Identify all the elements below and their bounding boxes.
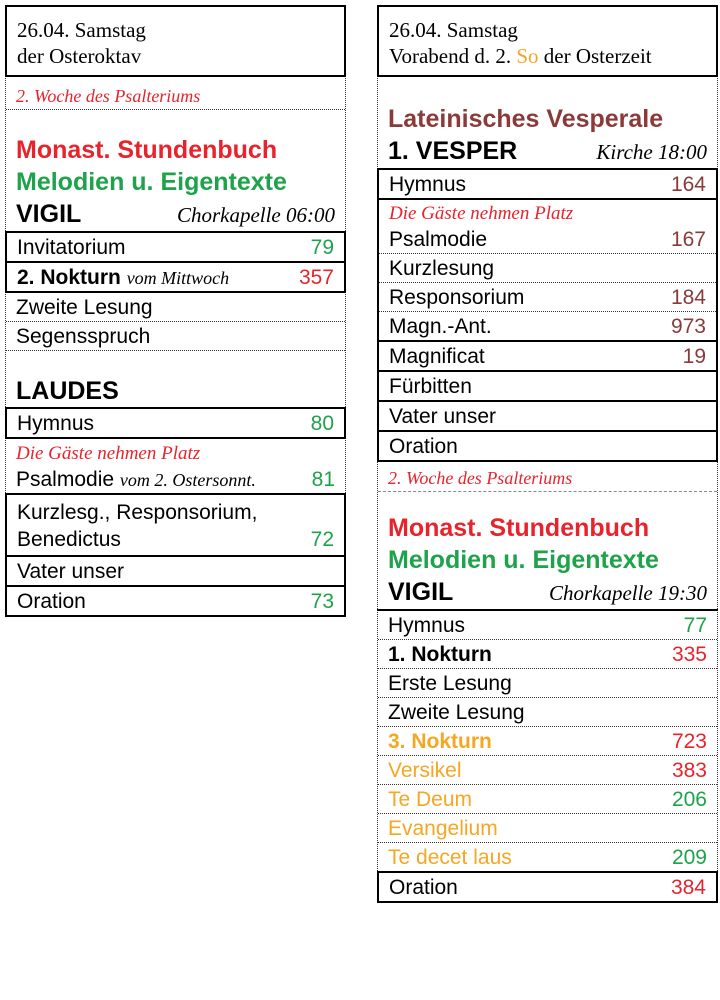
row-page: 81 [311, 468, 335, 491]
right-vesper-row [379, 254, 716, 282]
row-label: Hymnus [388, 614, 466, 637]
left-laudes-heading [6, 375, 345, 407]
row-page: 384 [670, 876, 706, 899]
right-vesper-place: Kirche 18:00 [596, 140, 707, 164]
row-page: 723 [671, 730, 707, 753]
right-vigil-place: Chorkapelle 19:30 [548, 581, 707, 605]
row-page: 209 [671, 846, 707, 869]
right-vesper-hour: 1. VESPER [388, 137, 518, 165]
right-book1: Monast. Stundenbuch [388, 514, 650, 542]
right-vesper-row [379, 432, 716, 460]
right-vigil-row [378, 669, 717, 697]
row-label: Versikel [388, 759, 462, 782]
left-laudes-note: Die Gäste nehmen Platz [16, 443, 201, 464]
row-label: Vater unser [389, 405, 496, 428]
left-vigil-row [6, 322, 345, 350]
right-vigil-row [378, 814, 717, 842]
left-week: 2. Woche des Psalteriums [16, 86, 201, 106]
left-vigil-row [7, 263, 344, 291]
right-date: 26.04. Samstag [389, 18, 518, 42]
row-label: Te decet laus [388, 846, 512, 869]
row-page: 73 [310, 590, 334, 613]
right-vigil-row [378, 843, 717, 871]
row-label: Kurzlesung [389, 257, 495, 280]
right-header [377, 5, 718, 77]
row-page: 357 [298, 266, 334, 289]
left-vigil-place: Chorkapelle 06:00 [176, 203, 335, 227]
row-page: 167 [670, 228, 706, 251]
row-label: Hymnus [389, 173, 467, 196]
right-vesper-heading [378, 135, 717, 168]
right-vigil-oration-box [377, 871, 718, 903]
right-vigil-row [378, 611, 717, 639]
right-column [377, 6, 718, 903]
row-label: Oration [389, 876, 458, 899]
row-label: Segensspruch [16, 325, 151, 348]
left-laudes-row [7, 557, 344, 585]
row-label: Magn.-Ant. [389, 315, 492, 338]
left-header [5, 5, 346, 77]
left-day: der Osteroktav [17, 44, 142, 68]
row-page: 77 [683, 614, 707, 637]
row-page: 335 [671, 643, 707, 666]
right-vesper-row [379, 372, 716, 400]
right-vigil-row [379, 873, 716, 901]
row-page: 206 [671, 788, 707, 811]
right-eve: Vorabend d. 2. So der Osterzeit [389, 44, 652, 68]
row-sub: vom Mittwoch [126, 268, 230, 288]
right-vigil-row [378, 698, 717, 726]
row-label: Oration [17, 590, 86, 613]
row-page: 72 [310, 528, 334, 551]
left-column [5, 6, 346, 617]
kurz-line1: Kurzlesg., Responsorium, [17, 501, 258, 524]
row-label: Psalmodie [16, 468, 115, 491]
row-page: 184 [670, 286, 706, 309]
left-laudes-box [5, 493, 346, 617]
left-date: 26.04. Samstag [17, 18, 146, 42]
right-vesper-row [379, 342, 716, 370]
row-label: Oration [389, 435, 458, 458]
row-page: 164 [670, 173, 706, 196]
row-page: 973 [670, 315, 706, 338]
right-vigil-row [378, 727, 717, 755]
row-label: Erste Lesung [388, 672, 512, 695]
row-page: 80 [310, 412, 334, 435]
row-label: Fürbitten [389, 375, 472, 398]
right-vigil-hour: VIGIL [388, 578, 454, 606]
right-vesper-row [379, 225, 716, 253]
row-label: Magnificat [389, 345, 485, 368]
row-label: Evangelium [388, 817, 498, 840]
right-vesper-row [379, 402, 716, 430]
left-book1: Monast. Stundenbuch [16, 136, 278, 164]
row-label: Responsorium [389, 286, 525, 309]
right-vesperale: Lateinisches Vesperale [388, 105, 664, 133]
right-book2: Melodien u. Eigentexte [388, 546, 659, 574]
left-laudes-kurz [7, 495, 344, 555]
row-page: 79 [310, 236, 334, 259]
right-eve-so: So [516, 44, 539, 68]
left-book2: Melodien u. Eigentexte [16, 168, 287, 196]
left-laudes-hymnus-box [5, 407, 346, 439]
left-laudes-row [7, 587, 344, 615]
right-vesper-box [377, 168, 718, 462]
left-laudes-row [7, 409, 344, 437]
row-page: 19 [682, 345, 706, 368]
right-vigil-row [378, 756, 717, 784]
right-vesper-row [379, 283, 716, 311]
row-label: Invitatorium [17, 236, 126, 259]
row-label: 1. Nokturn [388, 643, 492, 666]
left-vigil-box [5, 231, 346, 293]
row-label: Zweite Lesung [388, 701, 525, 724]
row-label: Zweite Lesung [16, 296, 153, 319]
right-vigil-heading [378, 576, 717, 609]
right-week: 2. Woche des Psalteriums [388, 468, 573, 488]
left-vigil-hour: VIGIL [16, 200, 82, 228]
row-page: 383 [671, 759, 707, 782]
left-vigil-row [7, 233, 344, 261]
right-vigil-row [378, 785, 717, 813]
row-label: 3. Nokturn [388, 730, 492, 753]
left-vigil-row [6, 293, 345, 321]
row-label: Te Deum [388, 788, 473, 811]
row-label: 2. Nokturn [17, 266, 121, 289]
row-sub: vom 2. Ostersonnt. [119, 470, 256, 490]
right-vesper-row [379, 312, 716, 340]
kurz-line2: Benedictus [17, 528, 121, 551]
right-vesper-note: Die Gäste nehmen Platz [389, 203, 574, 224]
left-laudes-hour: LAUDES [16, 377, 119, 405]
row-label: Hymnus [17, 412, 95, 435]
right-vigil-row [378, 640, 717, 668]
left-laudes-row [6, 465, 345, 493]
right-vesper-row [379, 170, 716, 198]
row-label: Vater unser [17, 560, 124, 583]
row-label: Psalmodie [389, 228, 488, 251]
left-vigil-heading [6, 198, 345, 231]
